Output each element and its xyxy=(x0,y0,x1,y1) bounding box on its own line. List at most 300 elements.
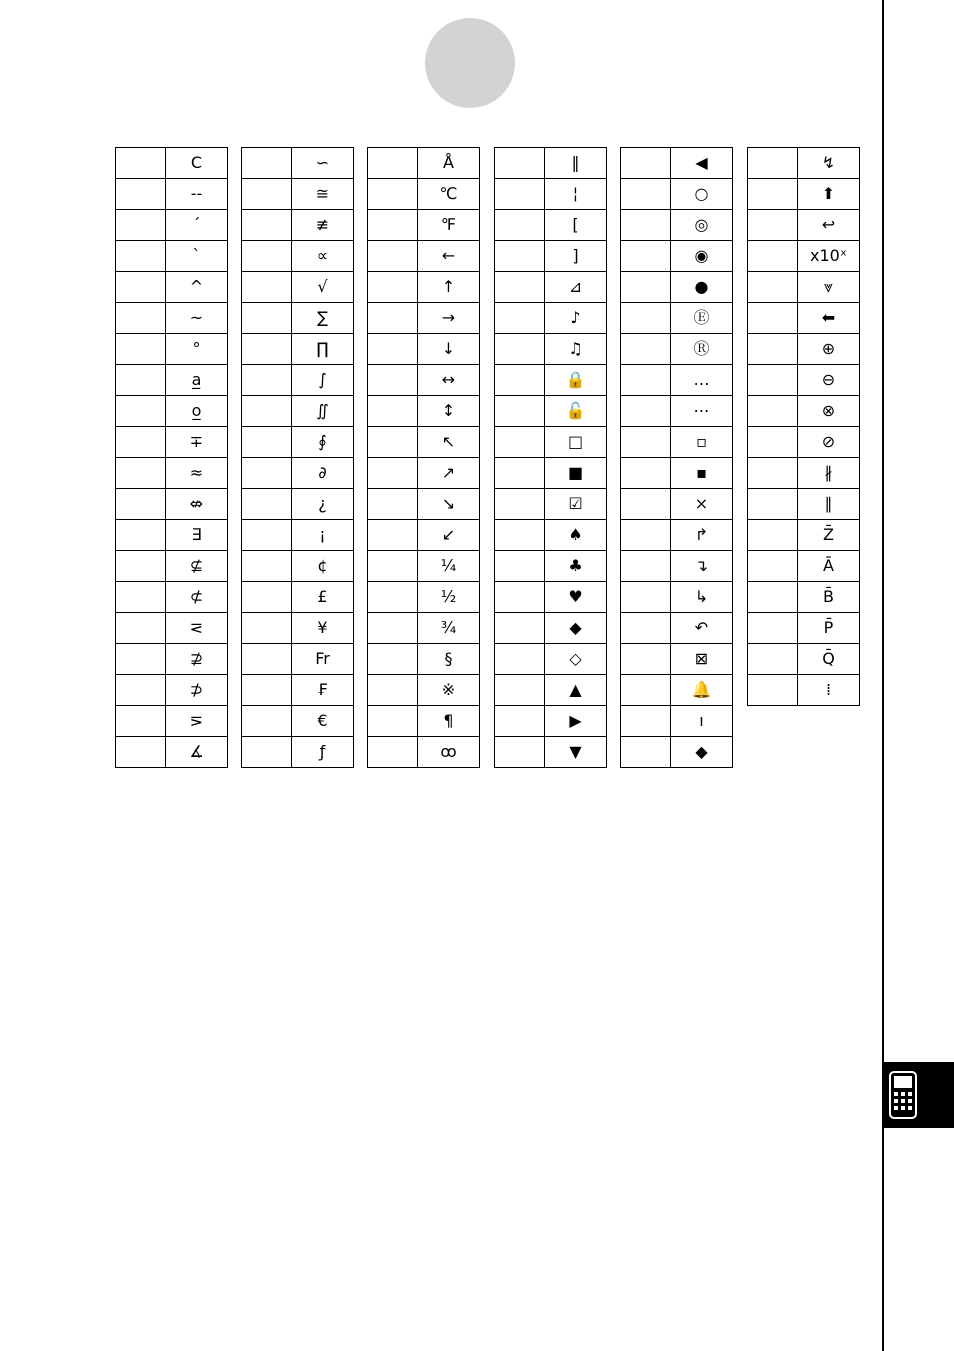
char-symbol-cell xyxy=(418,458,480,489)
char-symbol-cell xyxy=(798,241,860,272)
char-symbol: ₣ xyxy=(317,680,328,699)
char-code-cell xyxy=(495,272,545,303)
char-symbol: ↙ xyxy=(441,525,456,544)
table-row xyxy=(242,210,354,241)
char-symbol: -- xyxy=(190,184,203,203)
char-symbol-cell xyxy=(545,210,607,241)
table-row xyxy=(621,365,733,396)
char-code-cell xyxy=(368,458,418,489)
char-symbol: ⊿ xyxy=(568,277,583,296)
table-row xyxy=(621,303,733,334)
char-symbol: Ā xyxy=(823,556,834,575)
table-row xyxy=(495,520,607,551)
char-symbol-cell xyxy=(545,737,607,768)
char-symbol: ⊅ xyxy=(189,680,204,699)
char-symbol: ↕ xyxy=(441,401,456,420)
char-symbol: ▶ xyxy=(569,711,582,730)
table-row xyxy=(242,148,354,179)
char-code-cell xyxy=(368,179,418,210)
table-row xyxy=(748,396,860,427)
table-row xyxy=(242,241,354,272)
char-code-cell xyxy=(242,303,292,334)
table-row xyxy=(748,427,860,458)
char-symbol: ¼ xyxy=(440,556,457,575)
char-code-cell xyxy=(242,272,292,303)
table-row xyxy=(621,644,733,675)
table-row xyxy=(621,737,733,768)
char-code-cell xyxy=(495,396,545,427)
char-code-cell xyxy=(116,272,166,303)
char-code-cell xyxy=(495,706,545,737)
char-symbol: ≈ xyxy=(189,463,204,482)
char-symbol: ⩔ xyxy=(823,277,834,296)
char-symbol-cell xyxy=(798,179,860,210)
char-code-cell xyxy=(621,334,671,365)
table-row xyxy=(242,179,354,210)
char-code-cell xyxy=(621,675,671,706)
char-symbol: Fr xyxy=(315,649,330,668)
char-code-cell xyxy=(748,334,798,365)
char-code-cell xyxy=(748,148,798,179)
char-symbol: ⇎ xyxy=(189,494,204,513)
char-symbol: ¥ xyxy=(317,618,328,637)
table-row xyxy=(621,148,733,179)
char-symbol: ≢ xyxy=(315,215,330,234)
table-row xyxy=(621,427,733,458)
table-row xyxy=(495,272,607,303)
char-symbol-cell xyxy=(418,613,480,644)
table-row xyxy=(242,272,354,303)
table-row xyxy=(116,241,228,272)
table-row xyxy=(242,582,354,613)
table-row xyxy=(748,644,860,675)
char-symbol: ↖ xyxy=(441,432,456,451)
char-code-cell xyxy=(242,675,292,706)
char-symbol: ⊄ xyxy=(189,587,204,606)
table-row xyxy=(621,582,733,613)
char-code-cell xyxy=(116,148,166,179)
char-symbol: ▲ xyxy=(569,680,582,699)
char-symbol: ¾ xyxy=(440,618,457,637)
char-symbol: ¶ xyxy=(443,711,454,730)
table-row xyxy=(242,613,354,644)
char-symbol: ↴ xyxy=(694,556,709,575)
char-code-cell xyxy=(368,675,418,706)
table-row xyxy=(495,644,607,675)
table-row xyxy=(242,489,354,520)
table-row xyxy=(368,365,480,396)
char-symbol: B̄ xyxy=(823,587,834,606)
char-symbol-cell xyxy=(671,303,733,334)
char-code-cell xyxy=(621,706,671,737)
char-symbol-cell xyxy=(545,458,607,489)
table-row xyxy=(116,706,228,737)
table-row xyxy=(495,365,607,396)
char-code-cell xyxy=(116,706,166,737)
char-symbol-cell xyxy=(418,582,480,613)
table-row xyxy=(495,148,607,179)
char-symbol: ▪ xyxy=(696,463,707,482)
char-symbol-cell xyxy=(798,427,860,458)
char-symbol-cell xyxy=(418,210,480,241)
char-code-cell xyxy=(495,334,545,365)
char-symbol-cell xyxy=(671,582,733,613)
char-code-cell xyxy=(242,644,292,675)
char-symbol: € xyxy=(317,711,328,730)
char-code-cell xyxy=(621,613,671,644)
table-row xyxy=(116,458,228,489)
char-symbol: ↳ xyxy=(694,587,709,606)
char-symbol: ∮ xyxy=(318,432,327,451)
char-symbol-cell xyxy=(166,458,228,489)
char-symbol: ] xyxy=(572,246,579,265)
char-symbol-cell xyxy=(292,272,354,303)
char-code-cell xyxy=(621,272,671,303)
table-row xyxy=(495,241,607,272)
char-code-cell xyxy=(368,427,418,458)
char-symbol-cell xyxy=(798,396,860,427)
char-symbol-cell xyxy=(418,272,480,303)
char-code-cell xyxy=(368,489,418,520)
table-row xyxy=(116,303,228,334)
char-code-cell xyxy=(495,582,545,613)
char-symbol-cell xyxy=(166,148,228,179)
char-symbol-cell xyxy=(292,582,354,613)
table-row xyxy=(748,520,860,551)
char-symbol-cell xyxy=(292,179,354,210)
char-code-cell xyxy=(116,520,166,551)
char-symbol: ¡ xyxy=(319,525,326,544)
char-symbol: ⊘ xyxy=(821,432,836,451)
table-row xyxy=(748,148,860,179)
char-code-cell xyxy=(495,675,545,706)
table-row xyxy=(368,272,480,303)
table-row xyxy=(368,396,480,427)
char-symbol-cell xyxy=(671,551,733,582)
char-symbol-cell xyxy=(418,675,480,706)
char-symbol: C xyxy=(190,153,203,172)
char-symbol-cell xyxy=(671,458,733,489)
char-code-cell xyxy=(368,148,418,179)
char-symbol: ↩ xyxy=(821,215,836,234)
char-symbol-cell xyxy=(545,489,607,520)
char-symbol-cell xyxy=(545,396,607,427)
char-code-cell xyxy=(748,520,798,551)
char-code-cell xyxy=(116,427,166,458)
char-code-cell xyxy=(495,520,545,551)
char-code-cell xyxy=(748,644,798,675)
table-row xyxy=(368,303,480,334)
char-code-cell xyxy=(368,365,418,396)
char-symbol: ♠ xyxy=(568,525,583,544)
char-code-cell xyxy=(495,148,545,179)
table-row xyxy=(621,458,733,489)
table-row xyxy=(621,179,733,210)
table-row xyxy=(116,613,228,644)
char-symbol: ↱ xyxy=(694,525,709,544)
char-symbol-cell xyxy=(166,644,228,675)
table-row xyxy=(242,675,354,706)
table-row xyxy=(621,706,733,737)
char-symbol: ı xyxy=(699,711,704,730)
char-code-cell xyxy=(748,210,798,241)
table-row xyxy=(242,520,354,551)
char-symbol-cell xyxy=(798,551,860,582)
char-symbol-cell xyxy=(292,396,354,427)
char-symbol: ○ xyxy=(694,184,709,203)
table-row xyxy=(242,396,354,427)
char-symbol: □ xyxy=(567,432,584,451)
table-row xyxy=(495,613,607,644)
char-code-cell xyxy=(748,272,798,303)
char-symbol: ● xyxy=(694,277,709,296)
char-symbol: P̄ xyxy=(823,618,834,637)
char-symbol: ⊈ xyxy=(189,556,204,575)
char-symbol: ∝ xyxy=(316,246,329,265)
table-row xyxy=(242,303,354,334)
table-row xyxy=(368,427,480,458)
char-symbol-cell xyxy=(798,272,860,303)
table-row xyxy=(748,334,860,365)
char-code-cell xyxy=(495,551,545,582)
char-code-cell xyxy=(116,303,166,334)
table-row xyxy=(242,644,354,675)
char-code-cell xyxy=(116,675,166,706)
char-symbol: ⬅ xyxy=(821,308,836,327)
table-row xyxy=(116,489,228,520)
char-symbol-cell xyxy=(292,334,354,365)
table-row xyxy=(495,427,607,458)
char-symbol-cell xyxy=(545,272,607,303)
char-symbol-cell xyxy=(292,210,354,241)
char-code-cell xyxy=(242,551,292,582)
char-symbol-cell xyxy=(292,706,354,737)
char-symbol-cell xyxy=(671,148,733,179)
table-row xyxy=(621,272,733,303)
char-symbol: ◇ xyxy=(569,649,582,668)
char-symbol-cell xyxy=(166,396,228,427)
char-symbol: ^ xyxy=(189,277,204,296)
char-symbol-cell xyxy=(671,241,733,272)
char-symbol: ▼ xyxy=(569,742,582,761)
char-code-cell xyxy=(621,210,671,241)
char-symbol-cell xyxy=(292,241,354,272)
table-row xyxy=(116,210,228,241)
table-row xyxy=(368,737,480,768)
char-symbol: Z̄ xyxy=(823,525,834,544)
char-code-cell xyxy=(495,303,545,334)
char-symbol: ↘ xyxy=(441,494,456,513)
char-symbol: ◎ xyxy=(694,215,709,234)
char-symbol-cell xyxy=(166,489,228,520)
char-code-cell xyxy=(116,334,166,365)
char-symbol: ↓ xyxy=(441,339,456,358)
char-symbol-cell xyxy=(292,613,354,644)
char-code-cell xyxy=(368,613,418,644)
char-code-cell xyxy=(748,179,798,210)
table-row xyxy=(621,241,733,272)
char-symbol-cell xyxy=(545,675,607,706)
table-row xyxy=(242,737,354,768)
char-symbol-cell xyxy=(166,303,228,334)
char-symbol-cell xyxy=(545,644,607,675)
page-number-circle xyxy=(425,18,515,108)
char-symbol: § xyxy=(444,649,453,668)
char-symbol-cell xyxy=(671,334,733,365)
char-symbol: ∂ xyxy=(318,463,327,482)
table-row xyxy=(368,675,480,706)
char-code-cell xyxy=(242,582,292,613)
char-symbol-cell xyxy=(545,520,607,551)
table-row xyxy=(621,489,733,520)
char-symbol: ¦ xyxy=(572,184,579,203)
table-row xyxy=(621,334,733,365)
char-symbol-cell xyxy=(418,303,480,334)
table-row xyxy=(242,427,354,458)
char-code-cell xyxy=(368,210,418,241)
table-row xyxy=(621,675,733,706)
char-symbol: ⊕ xyxy=(821,339,836,358)
char-code-cell xyxy=(748,675,798,706)
char-symbol: ∫ xyxy=(318,370,327,389)
char-symbol-cell xyxy=(418,396,480,427)
character-table-2 xyxy=(241,147,354,768)
char-code-cell xyxy=(495,644,545,675)
char-symbol: o̲ xyxy=(191,401,202,420)
character-table-4 xyxy=(494,147,607,768)
char-code-cell xyxy=(116,365,166,396)
char-code-cell xyxy=(495,737,545,768)
table-row xyxy=(368,520,480,551)
table-row xyxy=(748,365,860,396)
char-symbol: ↑ xyxy=(441,277,456,296)
char-symbol: ∓ xyxy=(189,432,204,451)
table-row xyxy=(242,365,354,396)
char-code-cell xyxy=(495,241,545,272)
char-code-cell xyxy=(242,613,292,644)
table-row xyxy=(748,272,860,303)
char-symbol-cell xyxy=(545,613,607,644)
char-code-cell xyxy=(116,210,166,241)
char-symbol: → xyxy=(441,308,456,327)
char-code-cell xyxy=(748,489,798,520)
char-symbol-cell xyxy=(166,737,228,768)
table-row xyxy=(368,179,480,210)
char-symbol: ` xyxy=(192,246,201,265)
table-row xyxy=(116,365,228,396)
char-symbol-cell xyxy=(292,427,354,458)
char-code-cell xyxy=(495,613,545,644)
char-symbol: ⋜ xyxy=(189,618,204,637)
char-code-cell xyxy=(621,303,671,334)
char-symbol: ∽ xyxy=(315,153,330,172)
char-symbol-cell xyxy=(418,427,480,458)
table-row xyxy=(116,644,228,675)
char-code-cell xyxy=(368,737,418,768)
char-code-cell xyxy=(495,179,545,210)
char-symbol: ∏ xyxy=(316,339,329,358)
char-code-cell xyxy=(242,148,292,179)
char-code-cell xyxy=(116,458,166,489)
table-row xyxy=(748,489,860,520)
table-row xyxy=(368,148,480,179)
char-code-cell xyxy=(495,210,545,241)
table-row xyxy=(242,334,354,365)
char-symbol-cell xyxy=(798,489,860,520)
char-symbol: ⋝ xyxy=(189,711,204,730)
char-code-cell xyxy=(621,582,671,613)
char-symbol-cell xyxy=(671,644,733,675)
char-symbol: ◉ xyxy=(694,246,709,265)
table-row xyxy=(748,582,860,613)
char-symbol: × xyxy=(694,494,709,513)
char-symbol-cell xyxy=(292,644,354,675)
char-symbol-cell xyxy=(292,675,354,706)
table-row xyxy=(368,489,480,520)
char-symbol-cell xyxy=(418,551,480,582)
char-code-cell xyxy=(116,737,166,768)
char-symbol: ⊉ xyxy=(189,649,204,668)
char-code-cell xyxy=(242,458,292,489)
char-symbol-cell xyxy=(166,210,228,241)
char-symbol-cell xyxy=(798,613,860,644)
char-code-cell xyxy=(495,427,545,458)
table-row xyxy=(495,396,607,427)
char-symbol-cell xyxy=(798,675,860,706)
table-row xyxy=(495,675,607,706)
char-code-cell xyxy=(621,148,671,179)
char-symbol: ½ xyxy=(440,587,457,606)
char-symbol-cell xyxy=(418,179,480,210)
char-code-cell xyxy=(368,706,418,737)
char-symbol: ⊗ xyxy=(821,401,836,420)
char-code-cell xyxy=(242,489,292,520)
table-row xyxy=(621,613,733,644)
char-symbol: … xyxy=(693,370,710,389)
char-symbol: ° xyxy=(192,339,201,358)
char-symbol-cell xyxy=(545,148,607,179)
char-symbol: ƒ xyxy=(319,742,326,761)
char-symbol-cell xyxy=(671,365,733,396)
char-symbol-cell xyxy=(166,551,228,582)
char-symbol-cell xyxy=(292,551,354,582)
char-symbol-cell xyxy=(418,737,480,768)
char-code-cell xyxy=(116,396,166,427)
char-symbol: ~ xyxy=(189,308,204,327)
char-symbol-cell xyxy=(166,675,228,706)
character-table-5 xyxy=(620,147,733,768)
char-symbol-cell xyxy=(166,520,228,551)
char-symbol-cell xyxy=(545,303,607,334)
char-code-cell xyxy=(748,241,798,272)
table-row xyxy=(242,706,354,737)
table-row xyxy=(621,520,733,551)
table-row xyxy=(748,241,860,272)
char-symbol: a̲ xyxy=(191,370,202,389)
char-symbol-cell xyxy=(166,613,228,644)
char-code-cell xyxy=(621,427,671,458)
table-row xyxy=(495,489,607,520)
table-row xyxy=(242,551,354,582)
table-row xyxy=(748,179,860,210)
char-symbol-cell xyxy=(545,427,607,458)
char-code-cell xyxy=(242,396,292,427)
char-symbol-cell xyxy=(798,210,860,241)
char-symbol-cell xyxy=(671,489,733,520)
char-symbol-cell xyxy=(671,396,733,427)
char-symbol-cell xyxy=(166,272,228,303)
table-row xyxy=(748,303,860,334)
